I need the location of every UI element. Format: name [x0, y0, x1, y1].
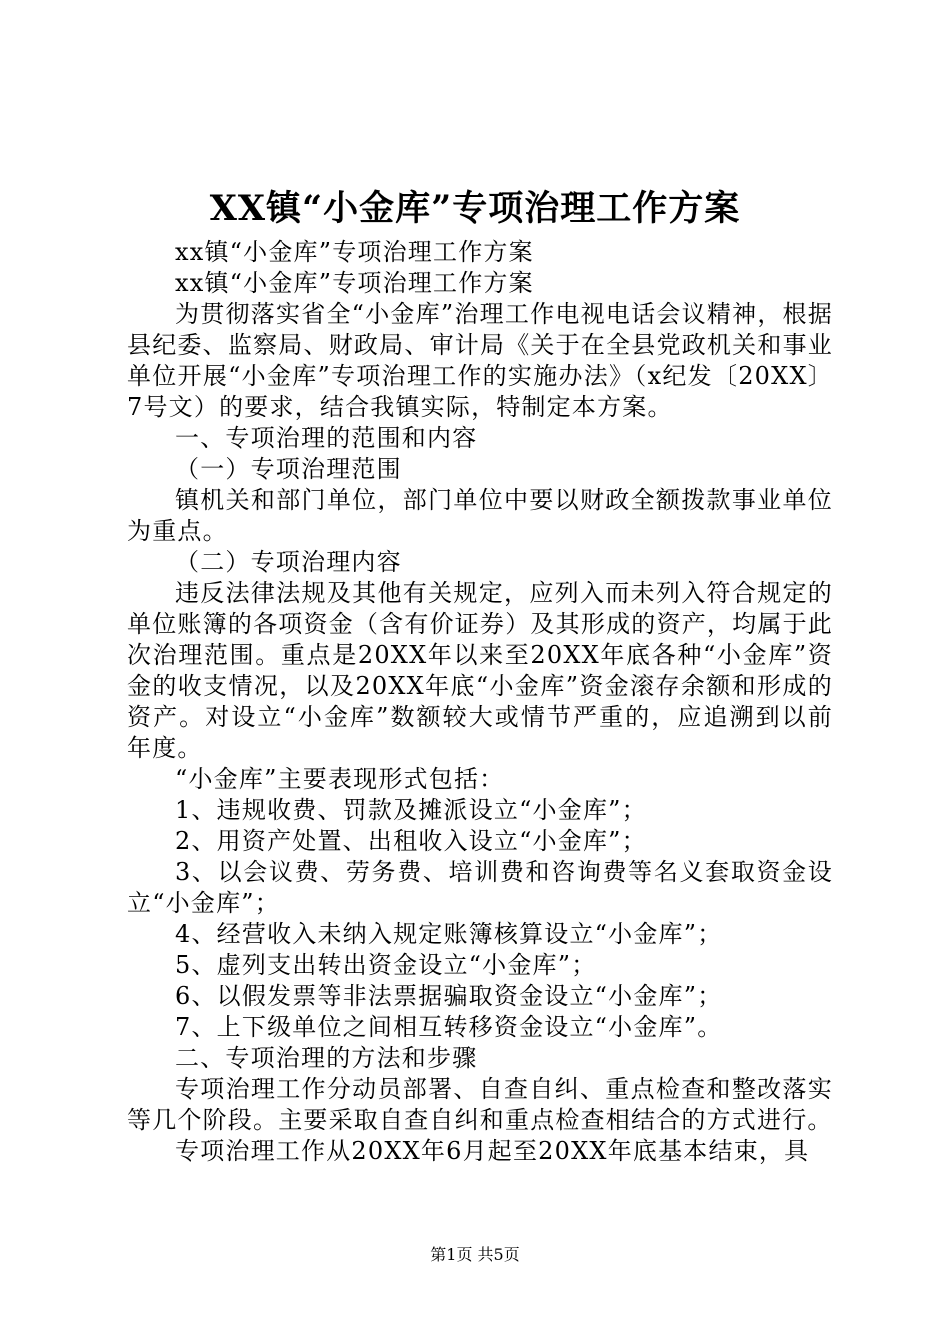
- paragraph: 为贯彻落实省全“小金库”治理工作电视电话会议精神，根据县纪委、监察局、财政局、审计局《关于在全县党政机关和事业单位开展“小金库”专项治理工作的实施办法》（x纪发〔20XX〕7号文）的要求，结合我镇实际，特制定本方案。: [127, 300, 833, 421]
- list-item: 1、违规收费、罚款及摊派设立“小金库”；: [175, 796, 647, 824]
- paragraph: 专项治理工作分动员部署、自查自纠、重点检查和整改落实等几个阶段。主要采取自查自纠和重点检查相结合的方式进行。: [127, 1075, 833, 1134]
- document-title: XX镇“小金库”专项治理工作方案: [209, 188, 741, 229]
- list-item: 4、经营收入未纳入规定账簿核算设立“小金库”；: [175, 920, 723, 948]
- paragraph: 违反法律法规及其他有关规定，应列入而未列入符合规定的单位账簿的各项资金（含有价证券）及其形成的资产，均属于此次治理范围。重点是20XX年以来至20XX年底各种“小金库”资金的收支情况，以及20XX年底“小金库”资金滚存余额和形成的资产。对设立“小金库”数额较大或情节严重的，应追溯到以前年度。: [127, 579, 833, 762]
- subsection-heading: （二）专项治理内容: [175, 548, 402, 576]
- list-item: 2、用资产处置、出租收入设立“小金库”；: [175, 827, 647, 855]
- page-footer: 第1页 共5页: [430, 1245, 520, 1264]
- paragraph: xx镇“小金库”专项治理工作方案: [175, 238, 534, 266]
- list-item: 6、以假发票等非法票据骗取资金设立“小金库”；: [175, 982, 723, 1010]
- subsection-heading: （一）专项治理范围: [175, 455, 402, 483]
- section-heading: 一、专项治理的范围和内容: [175, 424, 478, 452]
- paragraph: 专项治理工作从20XX年6月起至20XX年底基本结束，具: [175, 1137, 810, 1165]
- paragraph: 镇机关和部门单位，部门单位中要以财政全额拨款事业单位为重点。: [127, 486, 833, 545]
- paragraph: “小金库”主要表现形式包括：: [175, 765, 505, 793]
- paragraph: xx镇“小金库”专项治理工作方案: [175, 269, 534, 297]
- list-item: 3、以会议费、劳务费、培训费和咨询费等名义套取资金设立“小金库”；: [127, 858, 833, 917]
- document-body: [127, 237, 833, 1167]
- section-heading: 二、专项治理的方法和步骤: [175, 1044, 478, 1072]
- list-item: 7、上下级单位之间相互转移资金设立“小金库”。: [175, 1013, 723, 1041]
- list-item: 5、虚列支出转出资金设立“小金库”；: [175, 951, 597, 979]
